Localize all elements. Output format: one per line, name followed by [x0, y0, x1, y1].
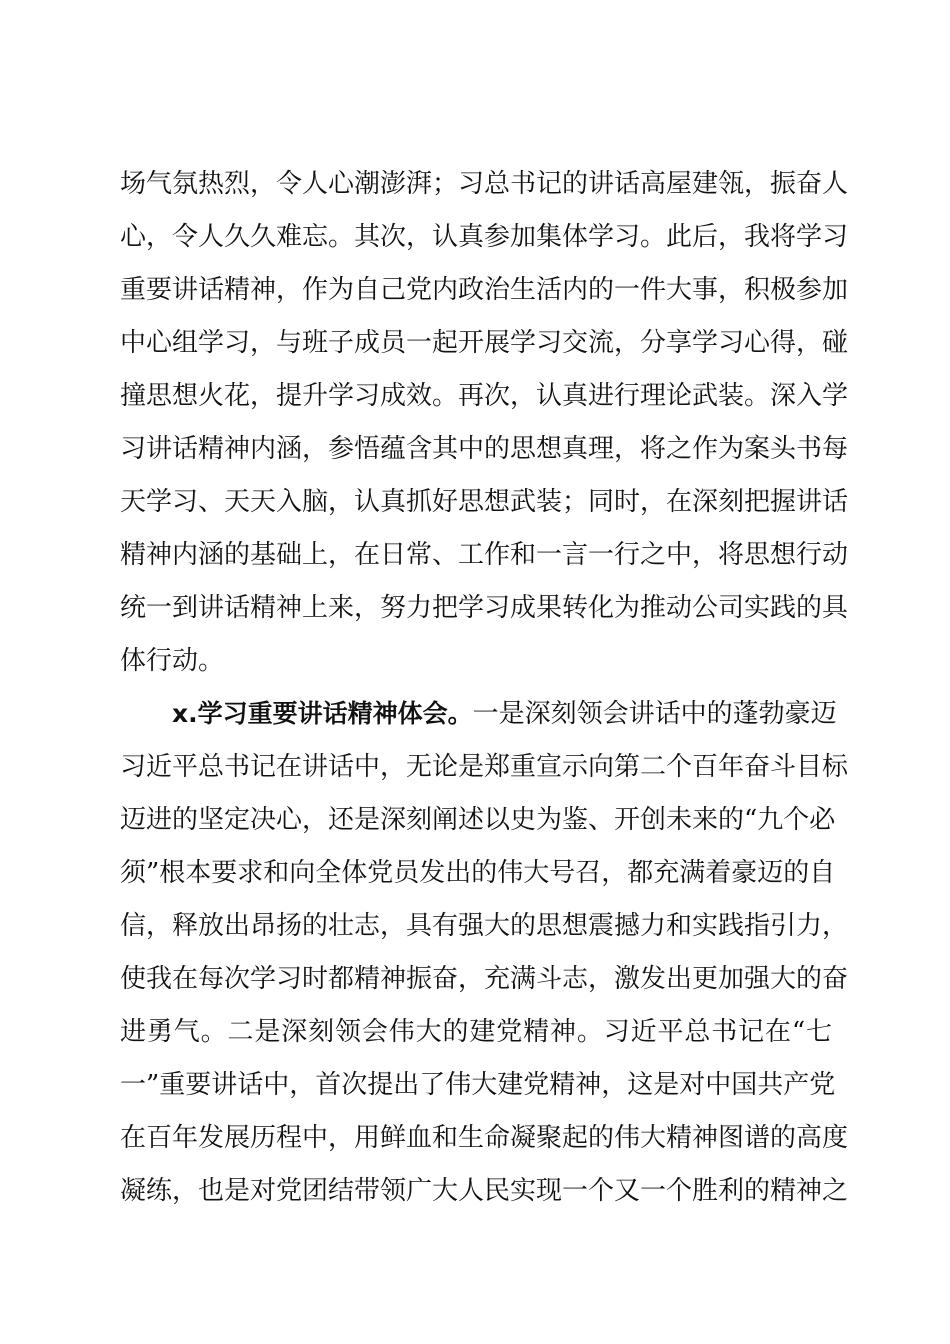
- paragraph-1-line-10: 体行动。: [120, 646, 225, 676]
- paragraph-2-line-10: 凝练，也是对党团结带领广大人民实现一个又一个胜利的精神之: [120, 1176, 849, 1206]
- paragraph-2-line-9: 在百年发展历程中，用鲜血和生命凝聚起的伟大精神图谱的高度: [120, 1123, 849, 1153]
- paragraph-2-line-6: 使我在每次学习时都精神振奋，充满斗志，激发出更加强大的奋: [120, 964, 849, 994]
- paragraph-2-line-2: 习近平总书记在讲话中，无论是郑重宣示向第二个百年奋斗目标: [120, 752, 849, 782]
- paragraph-1-line-7: 天学习、天天入脑，认真抓好思想武装；同时，在深刻把握讲话: [120, 487, 849, 517]
- paragraph-2-line-7: 进勇气。二是深刻领会伟大的建党精神。习近平总书记在“七: [120, 1017, 832, 1047]
- paragraph-1-line-6: 习讲话精神内涵，参悟蕴含其中的思想真理，将之作为案头书每: [120, 434, 849, 464]
- paragraph-2-line-1: [172, 694, 837, 734]
- paragraph-2-line-8: 一”重要讲话中，首次提出了伟大建党精神，这是对中国共产党: [120, 1070, 836, 1100]
- paragraph-1-line-4: 中心组学习，与班子成员一起开展学习交流，分享学习心得，碰: [120, 328, 849, 358]
- paragraph-1-line-5: 撞思想火花，提升学习成效。再次，认真进行理论武装。深入学: [120, 381, 849, 411]
- paragraph-2-line-3: 迈进的坚定决心，还是深刻阐述以史为鉴、开创未来的“九个必: [120, 805, 836, 835]
- paragraph-1-line-1: 场气氛热烈，令人心潮澎湃；习总书记的讲话高屋建瓴，振奋人: [120, 169, 849, 199]
- paragraph-1-line-8: 精神内涵的基础上，在日常、工作和一言一行之中，将思想行动: [120, 540, 849, 570]
- paragraph-2-line-1-text: 一是深刻领会讲话中的蓬勃豪迈: [472, 699, 837, 729]
- paragraph-1-line-3: 重要讲话精神，作为自己党内政治生活内的一件大事，积极参加: [120, 275, 849, 305]
- paragraph-2-line-4: 须”根本要求和向全体党员发出的伟大号召，都充满着豪迈的自: [120, 858, 836, 888]
- section-heading: x.学习重要讲话精神体会。: [172, 699, 473, 728]
- paragraph-1-line-9: 统一到讲话精神上来，努力把学习成果转化为推动公司实践的具: [120, 593, 849, 623]
- paragraph-2-line-5: 信，释放出昂扬的壮志，具有强大的思想震撼力和实践指引力，: [120, 911, 849, 941]
- paragraph-1-line-2: 心，令人久久难忘。其次，认真参加集体学习。此后，我将学习: [120, 222, 849, 252]
